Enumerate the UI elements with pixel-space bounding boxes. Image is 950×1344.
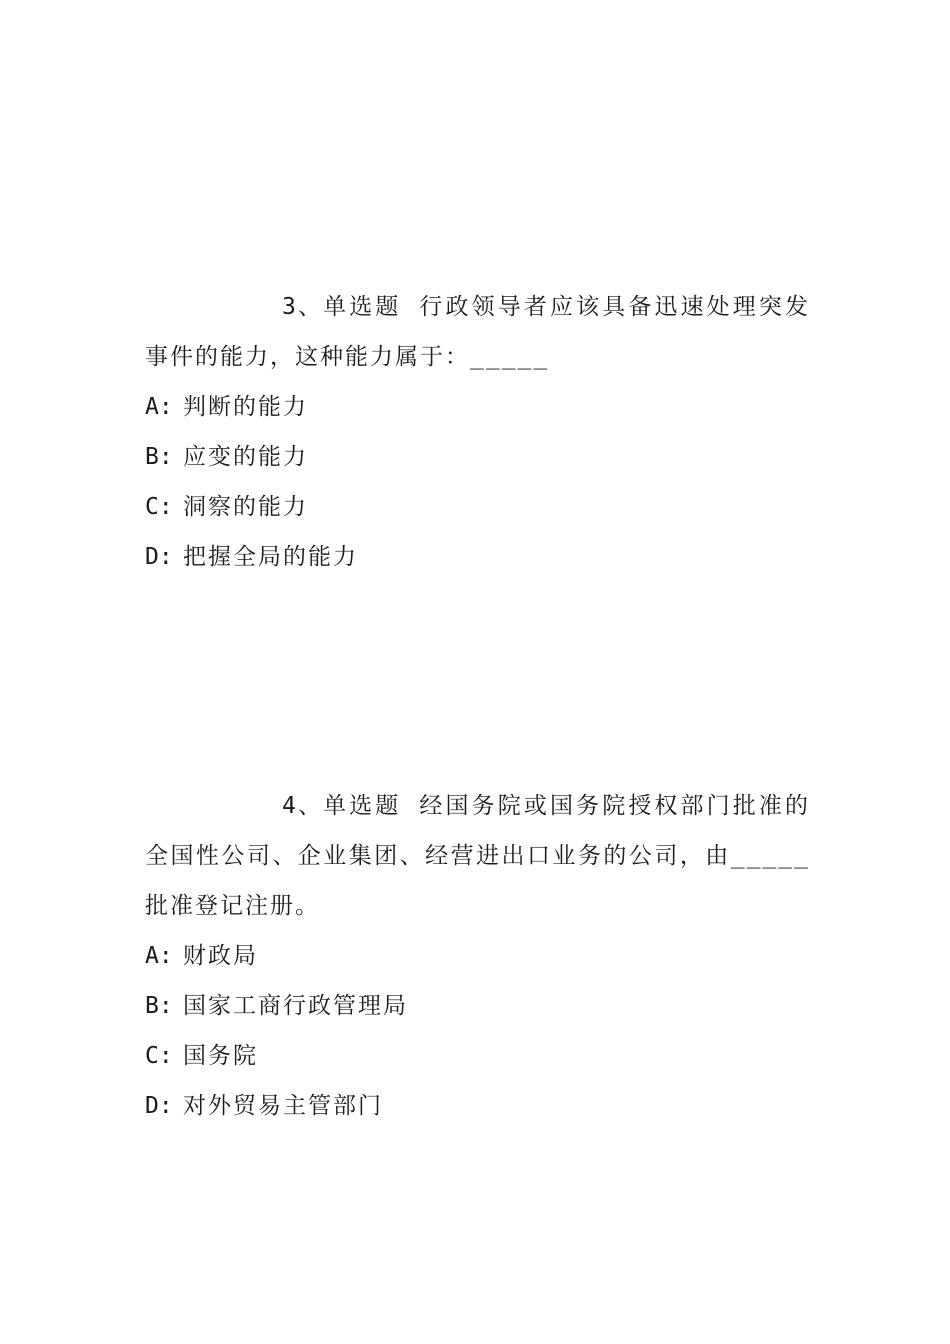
option-list (145, 382, 810, 582)
option-key: A: (145, 943, 173, 969)
option-key: C: (145, 494, 173, 520)
option-c (145, 482, 810, 532)
option-key: B: (145, 444, 173, 470)
option-c (145, 1031, 810, 1081)
option-a (145, 382, 810, 432)
option-text: 应变的能力 (183, 444, 308, 470)
option-text: 国家工商行政管理局 (183, 993, 408, 1019)
option-key: C: (145, 1043, 173, 1069)
option-text: 洞察的能力 (183, 494, 308, 520)
option-b (145, 432, 810, 482)
option-key: B: (145, 993, 173, 1019)
option-list (145, 931, 810, 1131)
question-stem (145, 282, 810, 382)
option-key: D: (145, 544, 173, 570)
question-type: 单选题 (323, 793, 402, 819)
question-stem (145, 781, 810, 931)
question-text: 行政领导者应该具备迅速处理突发事件的能力，这种能力属于：_____ (145, 294, 810, 370)
option-a (145, 931, 810, 981)
option-text: 国务院 (183, 1043, 258, 1069)
question-number: 4、 (282, 793, 324, 819)
option-key: D: (145, 1093, 173, 1119)
option-text: 对外贸易主管部门 (183, 1093, 383, 1119)
option-b (145, 981, 810, 1031)
option-d (145, 532, 810, 582)
question-number: 3、 (282, 294, 324, 320)
option-text: 财政局 (183, 943, 258, 969)
option-d (145, 1081, 810, 1131)
question-text: 经国务院或国务院授权部门批准的全国性公司、企业集团、经营进出口业务的公司，由_____批准登记注册。 (145, 793, 810, 919)
question-4 (145, 781, 810, 1131)
option-text: 判断的能力 (183, 394, 308, 420)
question-3 (145, 282, 810, 582)
option-text: 把握全局的能力 (183, 544, 358, 570)
question-type: 单选题 (323, 294, 402, 320)
option-key: A: (145, 394, 173, 420)
